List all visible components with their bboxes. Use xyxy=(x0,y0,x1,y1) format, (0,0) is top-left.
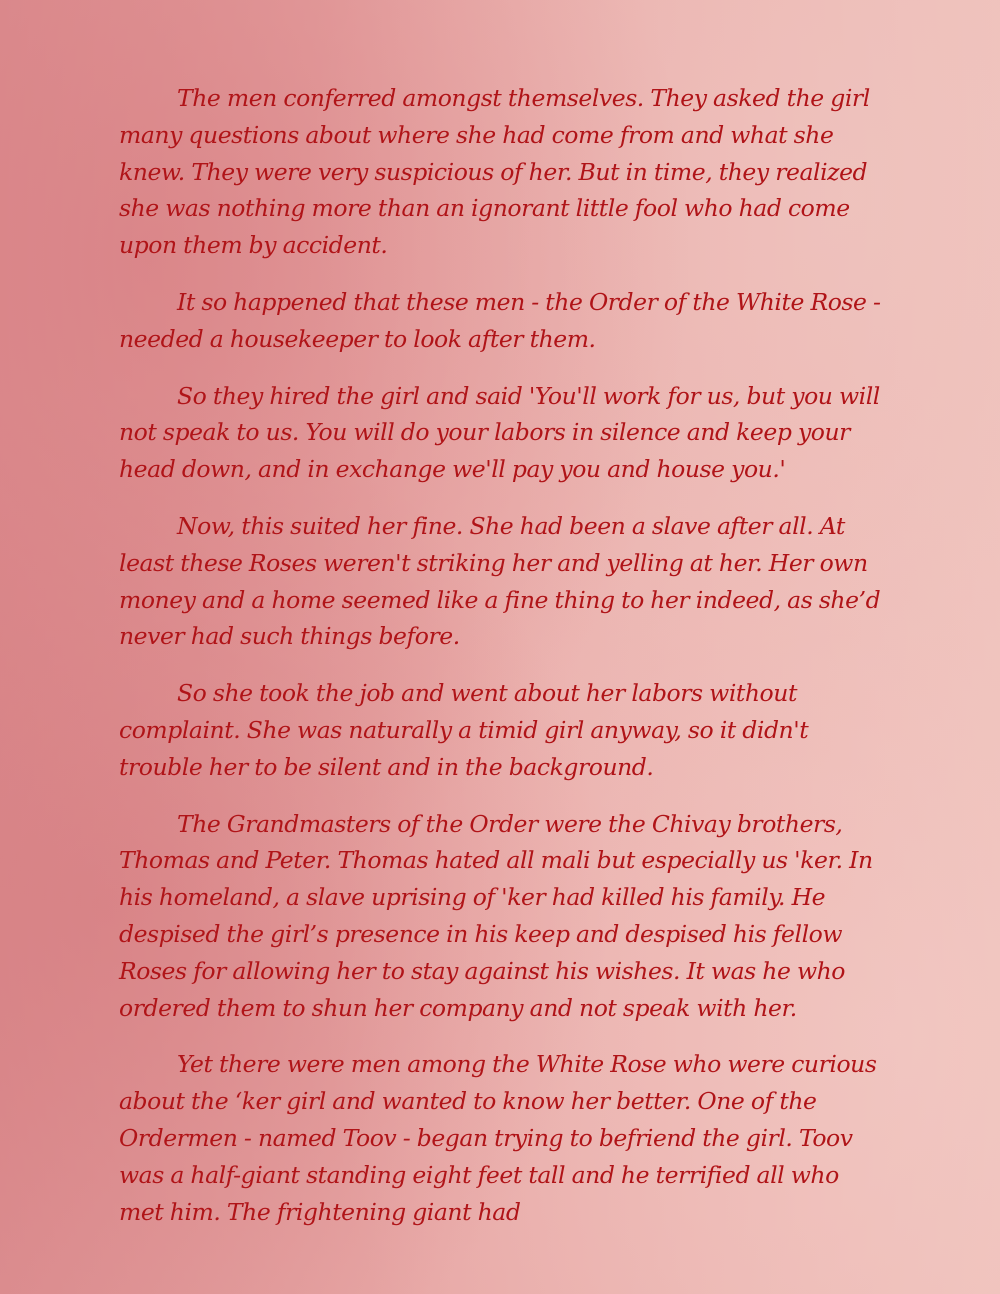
paragraph: So she took the job and went about her labors without complaint. She was naturally a timid girl anyway, so it didn't trouble her to be silent and in the background. xyxy=(119,679,809,781)
paragraph: It so happened that these men - the Order of the White Rose - needed a housekeeper to look after them. xyxy=(119,287,881,353)
paragraph: Yet there were men among the White Rose who were curious about the ‘ker girl and wanted to know her better. One of the Ordermen - named Toov - began trying to befriend the girl. Toov was a half-giant standing eight feet tall and he terrified all who met him. The frightening giant had xyxy=(119,1050,877,1226)
story-text xyxy=(119,80,887,1250)
paragraph: The men conferred amongst themselves. They asked the girl many questions about where she had come from and what she knew. They were very suspicious of her. But in time, they realized she was nothing more than an ignorant little fool who had come upon them by accident. xyxy=(119,84,870,260)
paragraph: Now, this suited her fine. She had been a slave after all. At least these Roses weren't striking her and yelling at her. Her own money and a home seemed like a fine thing to her indeed, as she’d never had such things before. xyxy=(119,511,881,651)
paragraph: The Grandmasters of the Order were the Chivay brothers, Thomas and Peter. Thomas hated all mali but especially us 'ker. In his homeland, a slave uprising of 'ker had killed his family. He despised the girl’s presence in his keep and despised his fellow Roses for allowing her to stay against his wishes. It was he who ordered them to shun her company and not speak with her. xyxy=(119,809,873,1022)
paragraph: So they hired the girl and said 'You'll work for us, but you will not speak to us. You will do your labors in silence and keep your head down, and in exchange we'll pay you and house you.' xyxy=(119,381,880,484)
